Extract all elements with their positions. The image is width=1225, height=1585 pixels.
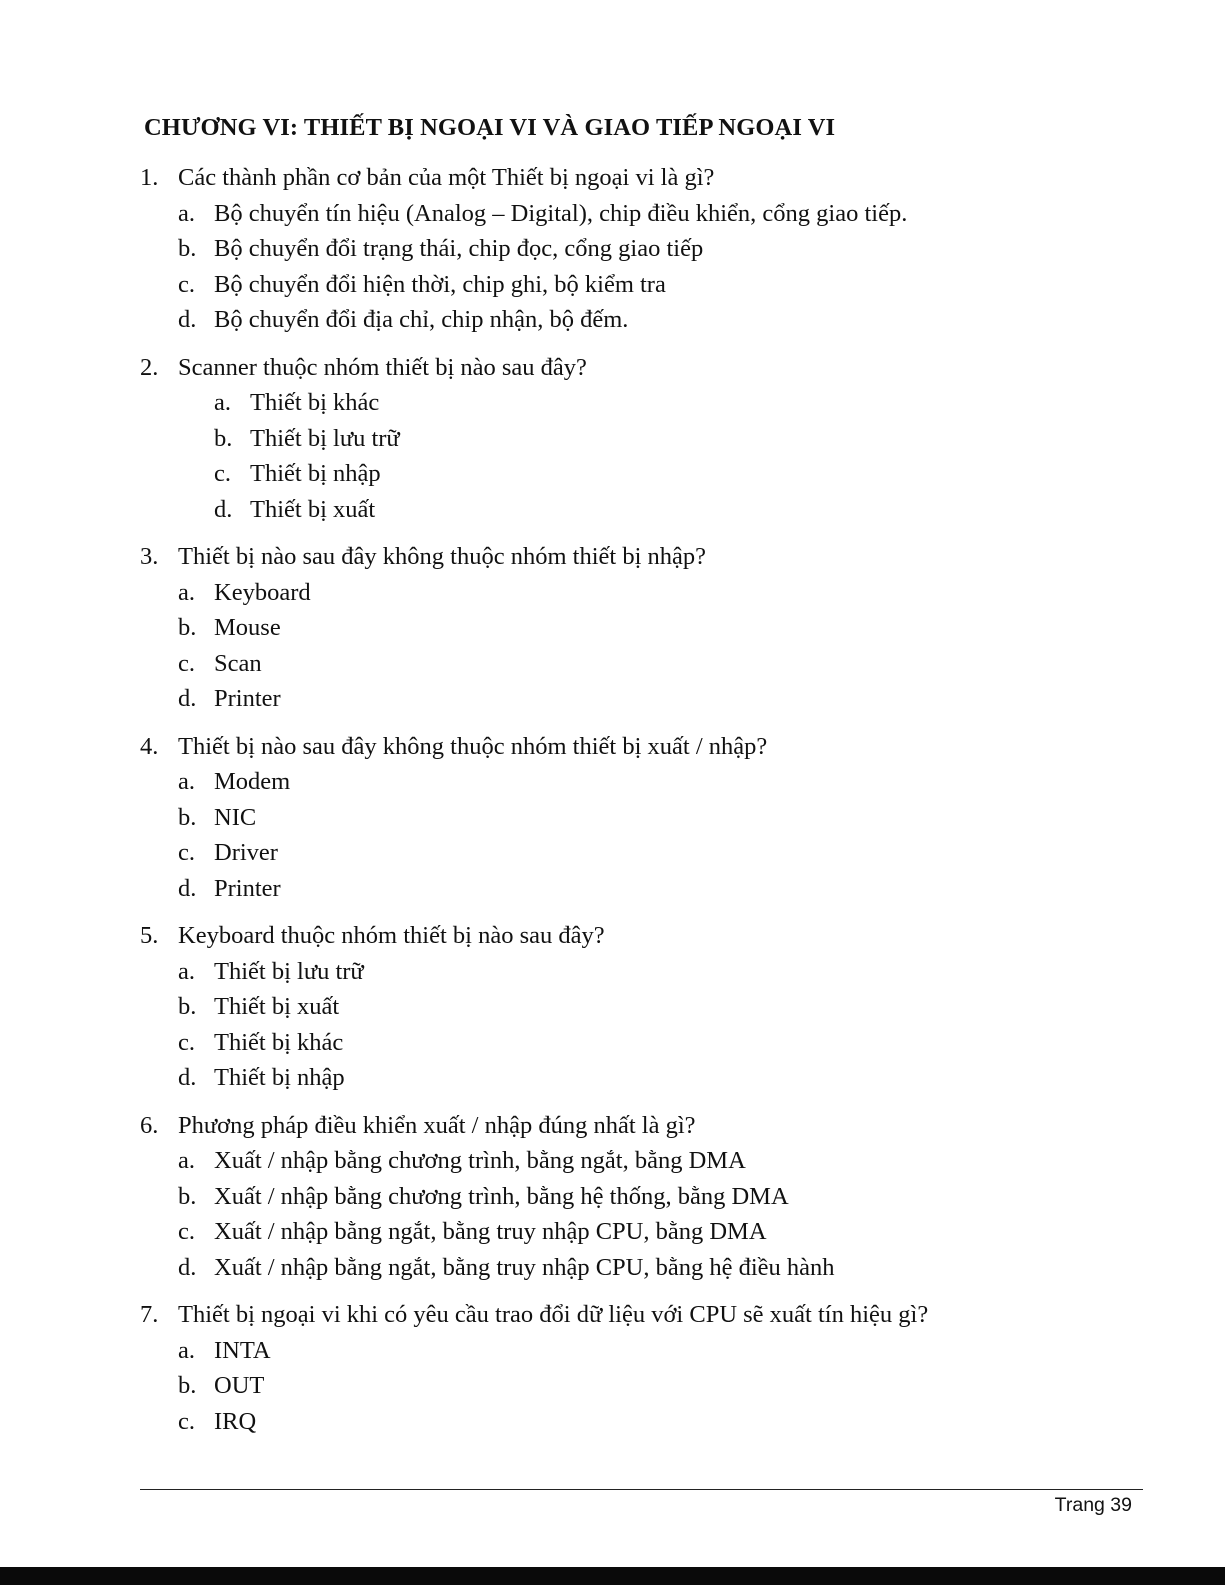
- option-b: [140, 1179, 1140, 1215]
- option-letter: a.: [178, 1336, 195, 1364]
- option-letter: b.: [178, 803, 197, 831]
- option-b: [140, 610, 1140, 646]
- chapter-title: CHƯƠNG VI: THIẾT BỊ NGOẠI VI VÀ GIAO TIẾP NGOẠI VI: [144, 114, 836, 141]
- option-letter: b.: [178, 993, 197, 1020]
- question-6: [140, 1108, 1140, 1286]
- option-text: Thiết bị lưu trữ: [214, 957, 364, 985]
- option-text: Scan: [214, 649, 262, 677]
- question-6-options: [140, 1143, 1140, 1285]
- option-d: [140, 1060, 1140, 1096]
- option-letter: b.: [214, 424, 233, 452]
- option-a: [140, 196, 1140, 232]
- scan-edge-bar: [0, 1567, 1225, 1585]
- option-text: Bộ chuyển đổi trạng thái, chip đọc, cổng giao tiếp: [214, 235, 704, 262]
- option-d: [140, 492, 1140, 528]
- option-text: IRQ: [214, 1407, 257, 1435]
- option-a: [140, 1333, 1140, 1369]
- option-c: [140, 1025, 1140, 1061]
- option-letter: d.: [214, 495, 233, 523]
- question-7-prompt: [140, 1297, 1140, 1333]
- question-text: Scanner thuộc nhóm thiết bị nào sau đây?: [178, 353, 587, 381]
- option-text: Xuất / nhập bằng chương trình, bằng ngắt, bằng DMA: [214, 1147, 746, 1174]
- question-number: 7.: [140, 1301, 159, 1328]
- question-2: [140, 350, 1140, 528]
- question-number: 5.: [140, 922, 159, 949]
- question-3-options: [140, 575, 1140, 717]
- question-2-prompt: [140, 350, 1140, 386]
- option-text: Printer: [214, 874, 281, 902]
- option-c: [140, 267, 1140, 303]
- option-c: [140, 456, 1140, 492]
- option-letter: a.: [178, 1147, 195, 1174]
- question-5: [140, 918, 1140, 1096]
- option-text: Modem: [214, 768, 291, 795]
- option-c: [140, 1404, 1140, 1440]
- option-text: INTA: [214, 1336, 271, 1364]
- option-b: [140, 421, 1140, 457]
- question-list: [140, 160, 1140, 1451]
- option-d: [140, 871, 1140, 907]
- option-letter: b.: [178, 1372, 197, 1399]
- option-text: Thiết bị khác: [250, 389, 380, 416]
- option-text: Printer: [214, 685, 281, 712]
- question-text: Keyboard thuộc nhóm thiết bị nào sau đây?: [178, 922, 605, 949]
- option-letter: c.: [178, 839, 195, 866]
- question-text: Phương pháp điều khiển xuất / nhập đúng nhất là gì?: [178, 1111, 696, 1139]
- option-letter: c.: [178, 649, 195, 677]
- option-letter: d.: [178, 1064, 197, 1091]
- option-text: Keyboard: [214, 578, 311, 606]
- option-text: Mouse: [214, 614, 281, 641]
- option-text: Driver: [214, 839, 278, 866]
- option-letter: a.: [178, 578, 195, 606]
- option-d: [140, 302, 1140, 338]
- option-letter: d.: [178, 306, 197, 333]
- question-text: Các thành phần cơ bản của một Thiết bị ngoại vi là gì?: [178, 164, 715, 191]
- question-7-options: [140, 1333, 1140, 1440]
- option-letter: c.: [178, 270, 195, 298]
- option-c: [140, 646, 1140, 682]
- option-d: [140, 681, 1140, 717]
- option-letter: d.: [178, 685, 197, 712]
- option-text: Bộ chuyển tín hiệu (Analog – Digital), chip điều khiển, cổng giao tiếp.: [214, 199, 908, 227]
- question-5-prompt: [140, 918, 1140, 954]
- option-letter: a.: [178, 957, 195, 985]
- question-4: [140, 729, 1140, 907]
- option-b: [140, 1368, 1140, 1404]
- question-2-options: [140, 385, 1140, 527]
- option-d: [140, 1250, 1140, 1286]
- question-5-options: [140, 954, 1140, 1096]
- option-a: [140, 385, 1140, 421]
- option-text: Xuất / nhập bằng chương trình, bằng hệ thống, bằng DMA: [214, 1182, 789, 1210]
- option-letter: b.: [178, 1182, 197, 1210]
- footer-divider: [140, 1489, 1143, 1490]
- option-letter: b.: [178, 614, 197, 641]
- option-text: Xuất / nhập bằng ngắt, bằng truy nhập CPU, bằng DMA: [214, 1218, 767, 1245]
- question-number: 6.: [140, 1111, 159, 1139]
- question-1-prompt: [140, 160, 1140, 196]
- option-letter: c.: [178, 1407, 195, 1435]
- question-7: [140, 1297, 1140, 1439]
- option-a: [140, 575, 1140, 611]
- question-text: Thiết bị ngoại vi khi có yêu cầu trao đổi dữ liệu với CPU sẽ xuất tín hiệu gì?: [178, 1301, 929, 1328]
- option-b: [140, 800, 1140, 836]
- question-4-prompt: [140, 729, 1140, 765]
- option-text: Thiết bị xuất: [214, 993, 340, 1020]
- option-letter: a.: [178, 199, 195, 227]
- option-a: [140, 954, 1140, 990]
- question-number: 2.: [140, 353, 159, 381]
- question-4-options: [140, 764, 1140, 906]
- option-text: Thiết bị nhập: [214, 1064, 345, 1091]
- option-c: [140, 1214, 1140, 1250]
- option-letter: c.: [214, 460, 231, 487]
- option-letter: a.: [214, 389, 231, 416]
- option-letter: c.: [178, 1218, 195, 1245]
- option-text: Thiết bị lưu trữ: [250, 424, 400, 452]
- option-text: Bộ chuyển đổi hiện thời, chip ghi, bộ kiểm tra: [214, 270, 666, 298]
- option-text: Bộ chuyển đổi địa chỉ, chip nhận, bộ đếm.: [214, 306, 629, 333]
- option-text: OUT: [214, 1372, 265, 1399]
- option-letter: d.: [178, 874, 197, 902]
- option-b: [140, 231, 1140, 267]
- option-b: [140, 989, 1140, 1025]
- option-letter: d.: [178, 1253, 197, 1281]
- option-text: Thiết bị khác: [214, 1028, 344, 1056]
- question-number: 1.: [140, 164, 159, 191]
- question-1: [140, 160, 1140, 338]
- question-1-options: [140, 196, 1140, 338]
- option-text: Thiết bị nhập: [250, 460, 381, 487]
- question-6-prompt: [140, 1108, 1140, 1144]
- question-3-prompt: [140, 539, 1140, 575]
- option-a: [140, 764, 1140, 800]
- option-letter: b.: [178, 235, 197, 262]
- option-c: [140, 835, 1140, 871]
- option-letter: c.: [178, 1028, 195, 1056]
- question-text: Thiết bị nào sau đây không thuộc nhóm thiết bị nhập?: [178, 543, 707, 570]
- question-3: [140, 539, 1140, 717]
- question-number: 4.: [140, 732, 159, 760]
- option-text: NIC: [214, 803, 257, 831]
- page-number: Trang 39: [1054, 1494, 1132, 1516]
- option-a: [140, 1143, 1140, 1179]
- option-text: Thiết bị xuất: [250, 495, 376, 523]
- question-text: Thiết bị nào sau đây không thuộc nhóm thiết bị xuất / nhập?: [178, 732, 768, 760]
- question-number: 3.: [140, 543, 159, 570]
- option-text: Xuất / nhập bằng ngắt, bằng truy nhập CPU, bằng hệ điều hành: [214, 1253, 835, 1281]
- option-letter: a.: [178, 768, 195, 795]
